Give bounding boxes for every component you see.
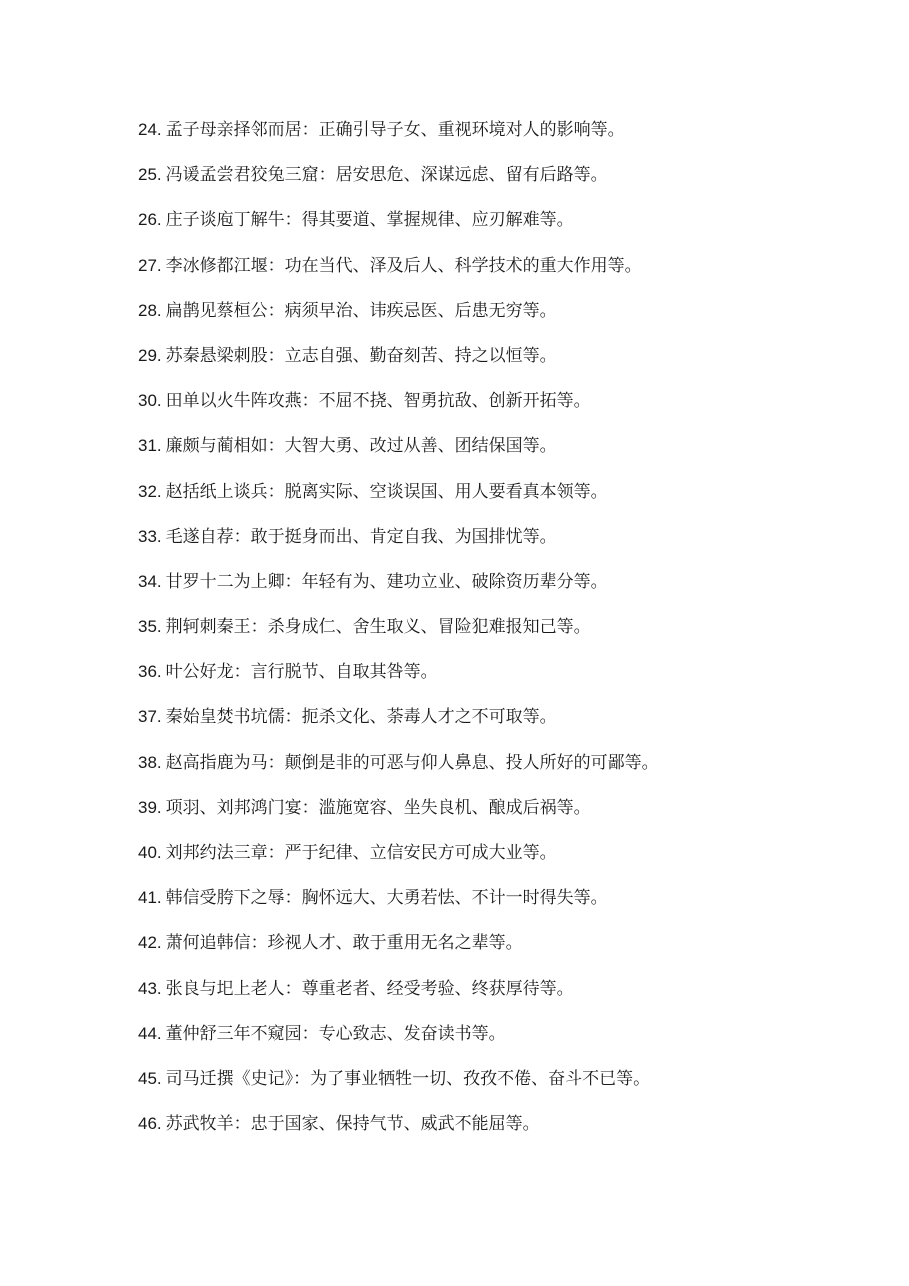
entry-text: 扁鹊见蔡桓公：病须早治、讳疾忌医、后患无穷等。: [165, 300, 557, 321]
list-item: [138, 207, 878, 252]
list-item: [138, 117, 878, 162]
entry-text: 赵括纸上谈兵：脱离实际、空谈误国、用人要看真本领等。: [165, 481, 608, 502]
entry-number: 33.: [138, 526, 162, 546]
entry-number: 36.: [138, 662, 162, 682]
entry-text: 苏秦悬梁刺股：立志自强、勤奋刻苦、持之以恒等。: [165, 345, 557, 366]
list-item: [138, 524, 878, 569]
entry-number: 26.: [138, 210, 162, 230]
list-item: [138, 479, 878, 524]
list-item: [138, 930, 878, 975]
list-item: [138, 253, 878, 298]
entry-text: 叶公好龙：言行脱节、自取其咎等。: [165, 662, 438, 683]
entry-number: 34.: [138, 571, 162, 591]
list-item: [138, 795, 878, 840]
entry-text: 刘邦约法三章：严于纪律、立信安民方可成大业等。: [165, 843, 557, 863]
entry-number: 24.: [138, 120, 162, 139]
entry-number: 44.: [138, 1023, 162, 1043]
list-item: [138, 659, 878, 704]
list-item: [138, 1021, 878, 1066]
entry-number: 32.: [138, 481, 162, 501]
list-item: [138, 388, 878, 433]
entry-number: 27.: [138, 255, 162, 275]
entry-text: 廉颇与蔺相如：大智大勇、改过从善、团结保国等。: [165, 436, 557, 457]
entry-text: 荆轲刺秦王：杀身成仁、舍生取义、冒险犯难报知己等。: [165, 617, 591, 638]
entry-text: 秦始皇焚书坑儒：扼杀文化、荼毒人才之不可取等。: [165, 707, 557, 728]
list-item: [138, 976, 878, 1021]
list-item: [138, 1066, 878, 1111]
entry-text: 司马迁撰《史记》：为了事业牺牲一切、孜孜不倦、奋斗不已等。: [165, 1068, 651, 1089]
list-item: [138, 704, 878, 749]
entry-text: 孟子母亲择邻而居：正确引导子女、重视环境对人的影响等。: [165, 120, 625, 140]
entry-number: 28.: [138, 300, 162, 320]
list-item: [138, 298, 878, 343]
entry-text: 张良与圯上老人：尊重老者、经受考验、终获厚待等。: [165, 978, 574, 999]
entry-text: 李冰修都江堰：功在当代、泽及后人、科学技术的重大作用等。: [165, 255, 642, 276]
list-item: [138, 885, 878, 930]
list-item: [138, 343, 878, 388]
entry-text: 董仲舒三年不窥园：专心致志、发奋读书等。: [165, 1023, 506, 1044]
entry-number: 38.: [138, 752, 162, 772]
entry-number: 29.: [138, 345, 162, 365]
list-item: [138, 614, 878, 659]
entry-number: 37.: [138, 707, 162, 727]
list-item: [138, 569, 878, 614]
entry-list: [138, 117, 878, 1156]
list-item: [138, 750, 878, 795]
entry-number: 39.: [138, 797, 162, 817]
list-item: [138, 433, 878, 478]
entry-number: 46.: [138, 1114, 162, 1134]
entry-text: 甘罗十二为上卿：年轻有为、建功立业、破除资历辈分等。: [165, 571, 608, 592]
entry-text: 田单以火牛阵攻燕：不屈不挠、智勇抗敌、创新开拓等。: [165, 391, 591, 412]
entry-text: 韩信受胯下之辱：胸怀远大、大勇若怯、不计一时得失等。: [165, 888, 608, 909]
entry-text: 赵高指鹿为马：颠倒是非的可恶与仰人鼻息、投人所好的可鄙等。: [165, 752, 659, 773]
entry-text: 庄子谈庖丁解牛：得其要道、掌握规律、应刃解难等。: [165, 210, 574, 231]
entry-number: 30.: [138, 391, 162, 411]
entry-text: 苏武牧羊：忠于国家、保持气节、威武不能屈等。: [165, 1114, 540, 1135]
entry-number: 43.: [138, 978, 162, 998]
entry-text: 项羽、刘邦鸿门宴：滥施宽容、坐失良机、酿成后祸等。: [165, 797, 591, 818]
entry-number: 40.: [138, 843, 162, 862]
entry-number: 31.: [138, 436, 162, 456]
entry-number: 35.: [138, 617, 162, 637]
entry-number: 45.: [138, 1068, 162, 1088]
entry-text: 萧何追韩信：珍视人才、敢于重用无名之辈等。: [165, 933, 523, 954]
entry-text: 毛遂自荐：敢于挺身而出、肯定自我、为国排忧等。: [165, 526, 557, 547]
list-item: [138, 1111, 878, 1156]
list-item: [138, 162, 878, 207]
entry-text: 冯谖孟尝君狡兔三窟：居安思危、深谋远虑、留有后路等。: [165, 165, 608, 186]
entry-number: 42.: [138, 933, 162, 953]
list-item: [138, 840, 878, 885]
entry-number: 41.: [138, 888, 162, 908]
entry-number: 25.: [138, 165, 162, 185]
